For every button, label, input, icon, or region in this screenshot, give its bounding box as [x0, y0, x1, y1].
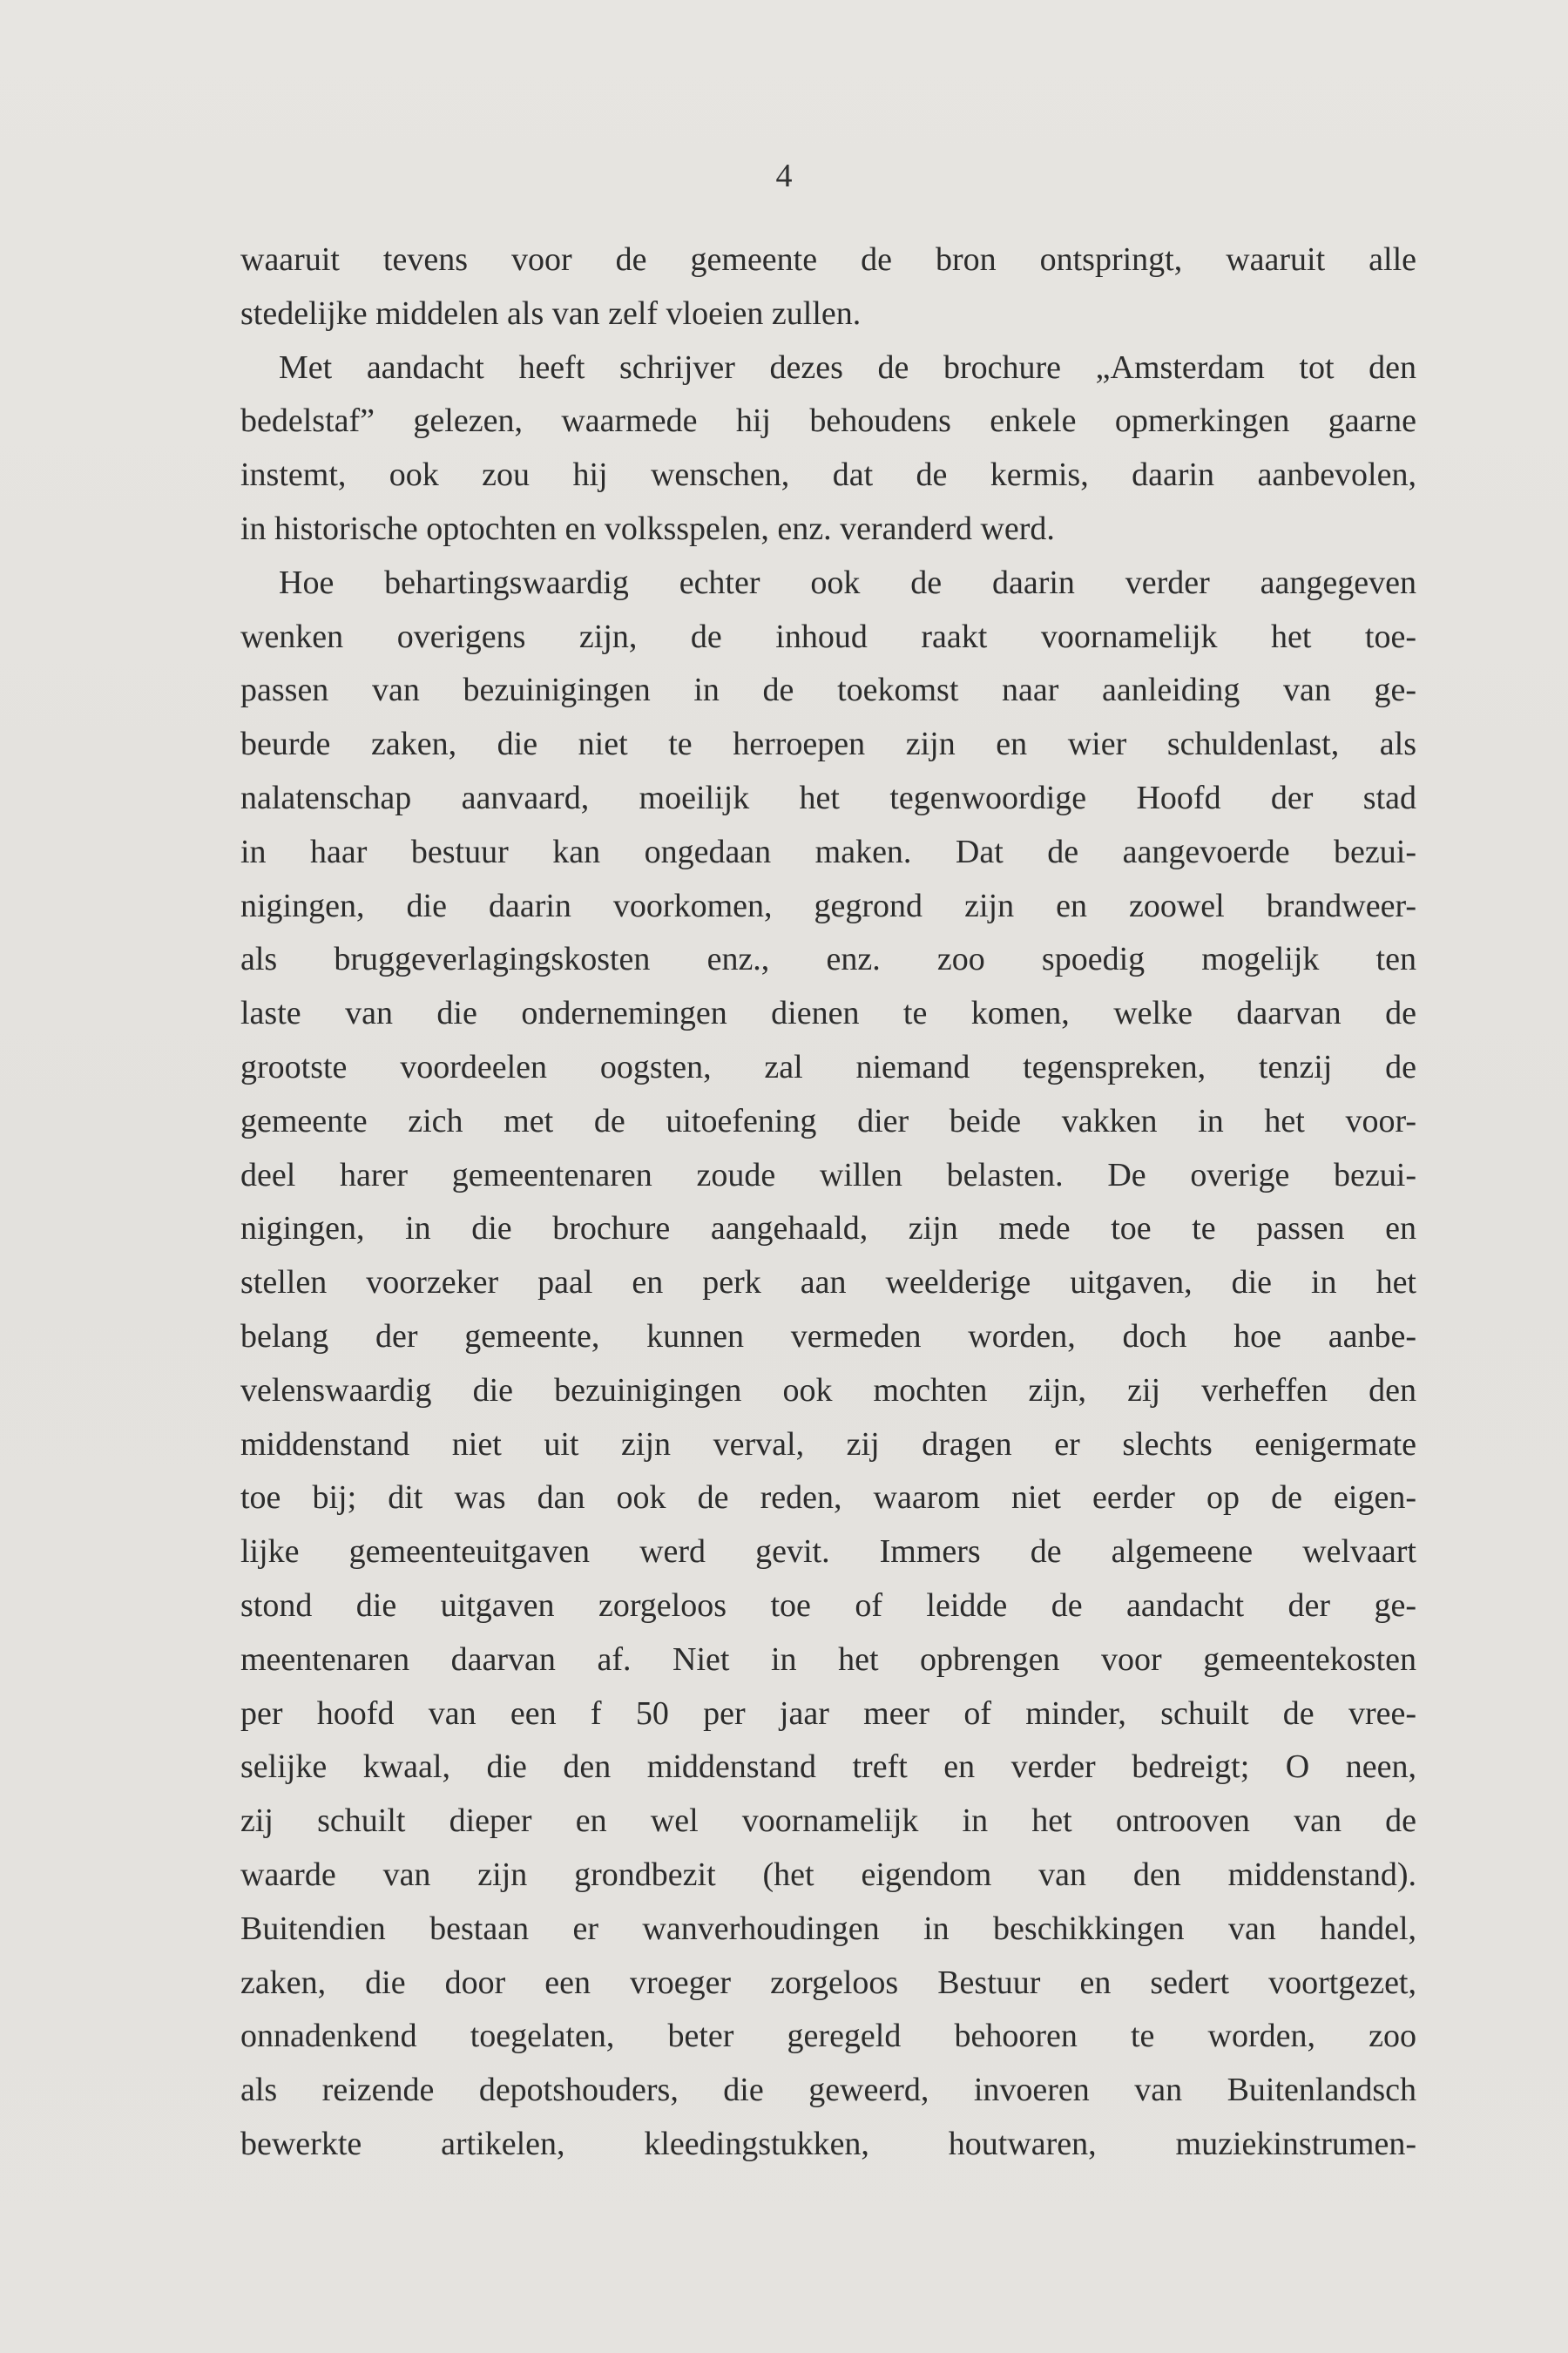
text-line: stond die uitgaven zorgeloos toe of leidde de aandacht der ge-: [240, 1586, 1416, 1624]
text-line: als bruggeverlagingskosten enz., enz. zoo spoedig mogelijk ten: [240, 941, 1416, 978]
text-line: nigingen, die daarin voorkomen, gegrond zijn en zoowel brandweer-: [240, 887, 1416, 924]
text-line: onnadenkend toegelaten, beter geregeld behooren te worden, zoo: [240, 2018, 1416, 2055]
text-line: instemt, ook zou hij wenschen, dat de kermis, daarin aanbevolen,: [240, 456, 1416, 494]
text-line: waaruit tevens voor de gemeente de bron ontspringt, waaruit alle: [240, 241, 1416, 278]
text-line: laste van die ondernemingen dienen te komen, welke daarvan de: [240, 995, 1416, 1032]
text-line: in historische optochten en volksspelen, enz. veranderd werd.: [240, 510, 1055, 547]
text-line: per hoofd van een f 50 per jaar meer of minder, schuilt de vree-: [240, 1694, 1416, 1732]
text-line: in haar bestuur kan ongedaan maken. Dat de aangevoerde bezui-: [240, 833, 1416, 870]
text-line: nigingen, in die brochure aangehaald, zijn mede toe te passen en: [240, 1210, 1416, 1247]
text-line: als reizende depotshouders, die geweerd, invoeren van Buitenlandsch: [240, 2072, 1416, 2109]
text-line: middenstand niet uit zijn verval, zij dragen er slechts eenigermate: [240, 1425, 1416, 1463]
text-line: bedelstaf” gelezen, waarmede hij behoudens enkele opmerkingen gaarne: [240, 402, 1416, 440]
text-line: belang der gemeente, kunnen vermeden worden, doch hoe aanbe-: [240, 1317, 1416, 1355]
text-line: wenken overigens zijn, de inhoud raakt voornamelijk het toe-: [240, 618, 1416, 655]
text-line: toe bij; dit was dan ook de reden, waarom niet eerder op de eigen-: [240, 1479, 1416, 1517]
text-line: stedelijke middelen als van zelf vloeien zullen.: [240, 294, 862, 332]
text-line: meentenaren daarvan af. Niet in het opbrengen voor gemeentekosten: [240, 1640, 1416, 1678]
text-line: lijke gemeenteuitgaven werd gevit. Immers de algemeene welvaart: [240, 1533, 1416, 1571]
text-line: Hoe behartingswaardig echter ook de daarin verder aangegeven: [279, 564, 1416, 601]
text-line: nalatenschap aanvaard, moeilijk het tegenwoordige Hoofd der stad: [240, 779, 1416, 816]
text-line: zij schuilt dieper en wel voornamelijk in het ontrooven van de: [240, 1802, 1416, 1840]
text-line: deel harer gemeentenaren zoude willen belasten. De overige bezui-: [240, 1156, 1416, 1193]
body-text: [240, 233, 1416, 2172]
text-line: passen van bezuinigingen in de toekomst naar aanleiding van ge-: [240, 672, 1416, 709]
page-number: 4: [775, 158, 793, 194]
text-line: selijke kwaal, die den middenstand treft en verder bedreigt; O neen,: [240, 1748, 1416, 1786]
text-line: bewerkte artikelen, kleedingstukken, houtwaren, muziekinstrumen-: [240, 2125, 1416, 2162]
text-line: beurde zaken, die niet te herroepen zijn en wier schuldenlast, als: [240, 726, 1416, 763]
text-line: waarde van zijn grondbezit (het eigendom van den middenstand).: [240, 1856, 1416, 1893]
text-line: zaken, die door een vroeger zorgeloos Bestuur en sedert voortgezet,: [240, 1964, 1416, 2001]
text-line: gemeente zich met de uitoefening dier beide vakken in het voor-: [240, 1102, 1416, 1139]
text-line: Buitendien bestaan er wanverhoudingen in beschikkingen van handel,: [240, 1910, 1416, 1947]
text-line: grootste voordeelen oogsten, zal niemand tegenspreken, tenzij de: [240, 1048, 1416, 1085]
text-line: stellen voorzeker paal en perk aan weelderige uitgaven, die in het: [240, 1264, 1416, 1302]
text-line: velenswaardig die bezuinigingen ook mochten zijn, zij verheffen den: [240, 1371, 1416, 1409]
text-line: Met aandacht heeft schrijver dezes de brochure „Amsterdam tot den: [279, 348, 1416, 386]
